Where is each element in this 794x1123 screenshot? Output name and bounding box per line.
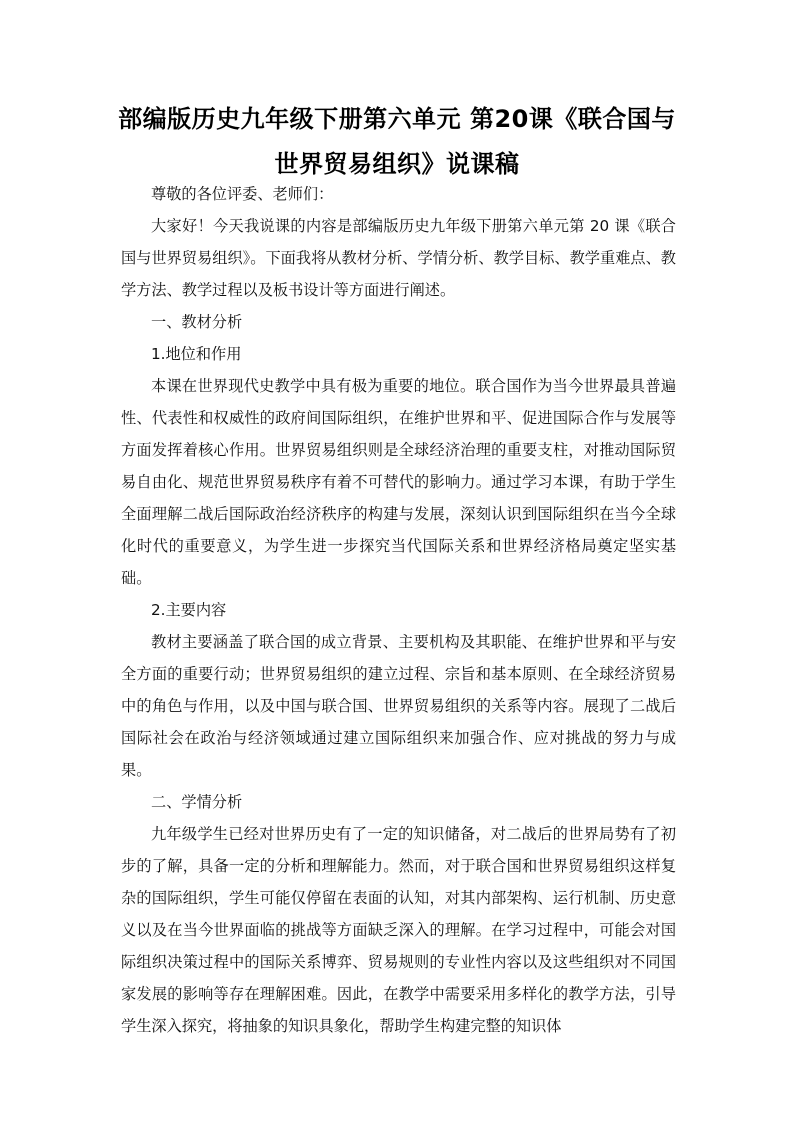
title-line-2: 世界贸易组织》说课稿 — [274, 150, 520, 178]
position-role-paragraph: 本课在世界现代史教学中具有极为重要的地位。联合国作为当今世界最具普遍性、代表性和权威性的政府间国际组织，在维护世界和平、促进国际合作与发展等方面发挥着核心作用。世界贸易组织则是全球经济治理的重要支柱，对推动国际贸易自由化、规范世界贸易秩序有着不可替代的影响力。通过学习本课，有助于学生全面理解二战后国际政治经济秩序的构建与发展，深刻认识到国际组织在当今全球化时代的重要意义，为学生进一步探究当代国际关系和世界经济格局奠定坚实基础。 — [121, 377, 676, 587]
title-line-1: 部编版历史九年级下册第六单元 第20课《联合国与 — [118, 105, 676, 133]
main-content-paragraph: 教材主要涵盖了联合国的成立背景、主要机构及其职能、在维护世界和平与安全方面的重要行动；世界贸易组织的建立过程、宗旨和基本原则、在全球经济贸易中的角色与作用，以及中国与联合国、世界贸易组织的关系等内容。展现了二战后国际社会在政治与经济领域通过建立国际组织来加强合作、应对挑战的努力与成果。 — [121, 633, 676, 779]
subheading-position-role: 1.地位和作用 — [151, 345, 242, 363]
subheading-main-content: 2.主要内容 — [151, 601, 227, 619]
document-title — [100, 97, 694, 187]
student-analysis-paragraph: 九年级学生已经对世界历史有了一定的知识储备，对二战后的世界局势有了初步的了解，具备一定的分析和理解能力。然而，对于联合国和世界贸易组织这样复杂的国际组织，学生可能仅停留在表面的认知，对其内部架构、运行机制、历史意义以及在当今世界面临的挑战等方面缺乏深入的理解。在学习过程中，可能会对国际组织决策过程中的国际关系博弈、贸易规则的专业性内容以及这些组织对不同国家发展的影响等存在理解困难。因此，在教学中需要采用多样化的教学方法，引导学生深入探究，将抽象的知识具象化，帮助学生构建完整的知识体 — [121, 825, 676, 1035]
section-heading-student-analysis: 二、学情分析 — [151, 793, 243, 811]
section-heading-textbook-analysis: 一、教材分析 — [151, 313, 243, 331]
intro-paragraph: 大家好！今天我说课的内容是部编版历史九年级下册第六单元第 20 课《联合国与世界贸易组织》。下面我将从教材分析、学情分析、教学目标、教学重难点、教学方法、教学过程以及板书设计等方面进行阐述。 — [121, 217, 676, 299]
document-body — [121, 178, 676, 1042]
greeting-paragraph: 尊敬的各位评委、老师们： — [151, 185, 334, 203]
